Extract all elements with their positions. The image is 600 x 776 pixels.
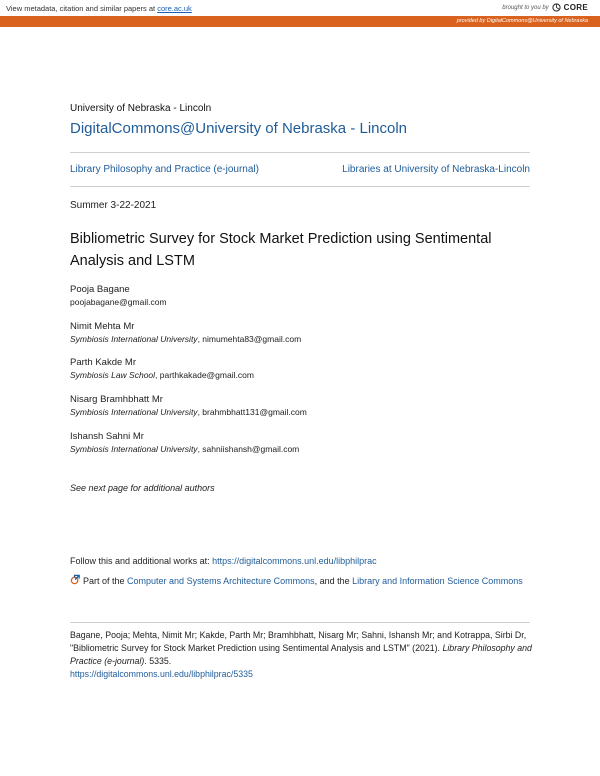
libraries-link[interactable]: Libraries at University of Nebraska-Lincoln [342,164,530,175]
author-email: , sahniishansh@gmail.com [197,444,300,454]
part-of-middle: , and the [314,576,353,586]
recommended-citation [70,629,540,681]
core-metadata-text [6,4,192,13]
author-affiliation: Symbiosis International University [70,334,198,344]
follow-label: Follow this and additional works at: [70,556,213,566]
site-name-link[interactable]: DigitalCommons@University of Nebraska - Lincoln [70,120,408,137]
author-3 [70,356,254,382]
author-affiliation-line [70,333,301,346]
author-1 [70,283,167,309]
author-email: , parthkakade@gmail.com [155,370,254,380]
citation-number: . 5335. [144,656,172,666]
core-link[interactable]: core.ac.uk [157,4,192,13]
author-affiliation: Symbiosis Law School [70,370,156,380]
part-of-prefix: Part of the [83,576,128,586]
author-affiliation: Symbiosis International University [70,407,198,417]
author-2 [70,320,301,346]
core-branding[interactable] [502,3,588,12]
divider-top [70,152,530,153]
part-of-line [70,573,540,589]
follow-link[interactable]: https://digitalcommons.unl.edu/libphilprac [212,556,377,566]
core-logo-text: CORE [563,3,588,12]
author-name: Nimit Mehta Mr [70,321,135,332]
follow-line [70,556,377,566]
publication-date: Summer 3-22-2021 [70,200,157,211]
provided-by-label[interactable]: provided by DigitalCommons@University of Nebraska [456,18,588,24]
author-affiliation-line [70,443,299,456]
author-name: Nisarg Bramhbhatt Mr [70,394,163,405]
computer-architecture-commons-link[interactable]: Computer and Systems Architecture Commons [127,576,315,586]
core-metadata-label: View metadata, citation and similar papers at [6,4,158,13]
divider-nav [70,186,530,187]
citation-journal: Library Philosophy and Practice (e-journal) [70,643,532,666]
author-affiliation: Symbiosis International University [70,444,198,454]
author-name: Pooja Bagane [70,284,130,295]
core-logo-icon [552,3,561,12]
institution-name: University of Nebraska - Lincoln [70,103,212,114]
journal-link[interactable]: Library Philosophy and Practice (e-journal) [70,164,259,175]
author-5 [70,430,299,456]
paper-title: Bibliometric Survey for Stock Market Prediction using Sentimental Analysis and LSTM [70,231,492,269]
open-access-icon [70,574,81,585]
brought-by-label: brought to you by [502,4,549,11]
author-email: poojabagane@gmail.com [70,297,167,307]
see-next-page-note: See next page for additional authors [70,483,215,493]
citation-text: Bagane, Pooja; Mehta, Nimit Mr; Kakde, Parth Mr; Bramhbhatt, Nisarg Mr; Sahni, Ishansh Mr; and Kotrappa, Sirbi Dr, "Bibliometric Survey for Stock Market Prediction using Sentimental Analysis and LSTM" (2021). [70,630,527,653]
author-email: , brahmbhatt131@gmail.com [197,407,307,417]
core-metadata-bar [0,0,600,16]
author-email: , nimumehta83@gmail.com [197,334,302,344]
author-name: Parth Kakde Mr [70,357,136,368]
library-science-commons-link[interactable]: Library and Information Science Commons [352,576,523,586]
citation-url-link[interactable]: https://digitalcommons.unl.edu/libphilprac/5335 [70,669,253,679]
provider-bar [0,16,600,27]
divider-citation [70,622,530,623]
author-name: Ishansh Sahni Mr [70,431,144,442]
author-affiliation-line [70,406,307,419]
author-4 [70,393,307,419]
author-affiliation-line [70,369,254,382]
